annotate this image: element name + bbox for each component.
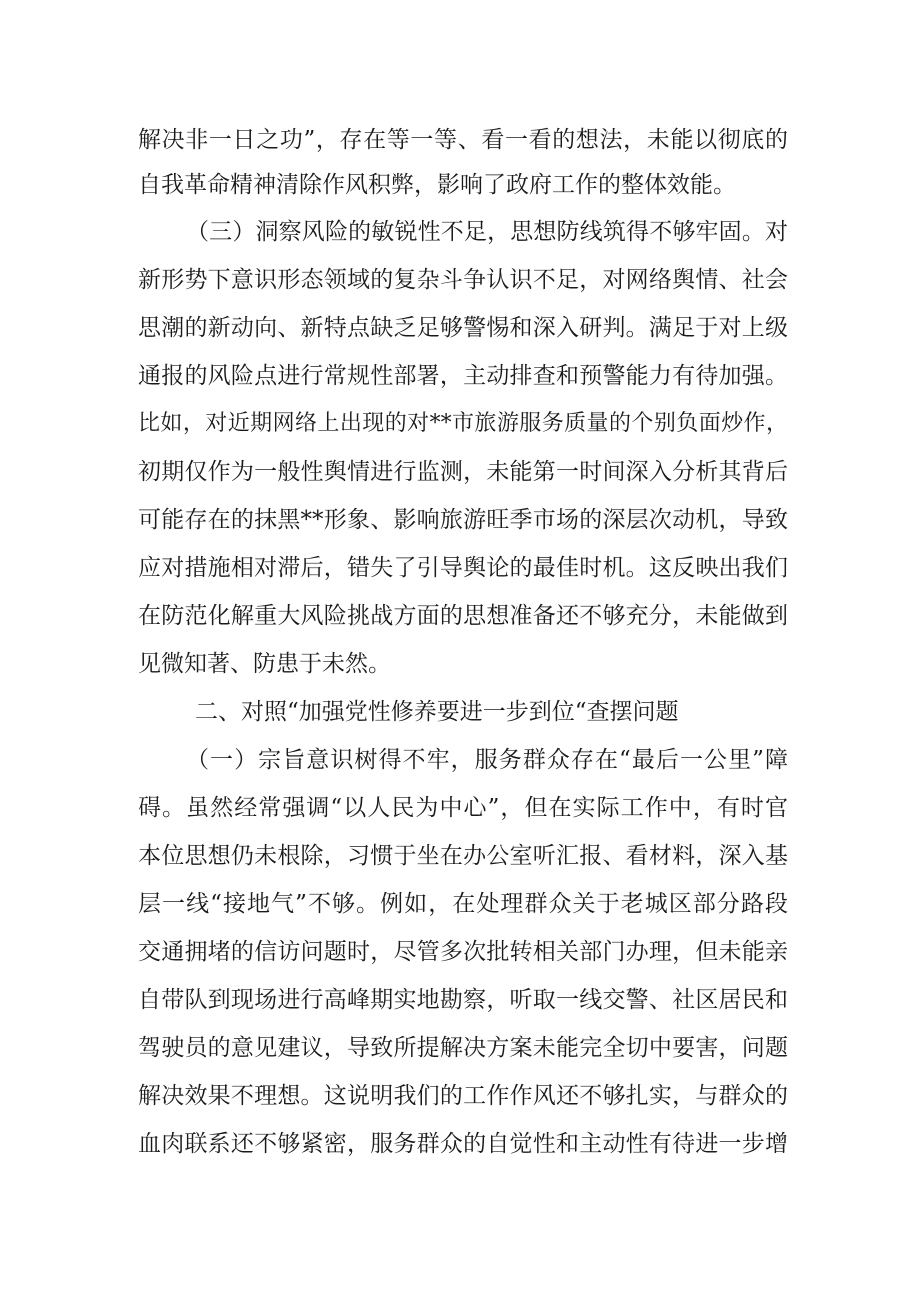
body-line: 思潮的新动向、新特点缺乏足够警惕和深入研判。满足于对上级 — [138, 315, 788, 341]
body-line: 可能存在的抹黑**形象、影响旅游旺季市场的深层次动机，导致 — [138, 507, 788, 533]
body-line: 新形势下意识形态领域的复杂斗争认识不足，对网络舆情、社会 — [138, 267, 788, 293]
body-line: 解决效果不理想。这说明我们的工作作风还不够扎实，与群众的 — [138, 1083, 788, 1109]
body-line: 在防范化解重大风险挑战方面的思想准备还不够充分，未能做到 — [138, 603, 788, 629]
body-line: 自我革命精神清除作风积弊，影响了政府工作的整体效能。 — [138, 172, 736, 198]
body-line: 碍。虽然经常强调“以人民为中心”，但在实际工作中，有时官 — [138, 795, 788, 821]
body-line: 血肉联系还不够紧密，服务群众的自觉性和主动性有待进一步增 — [138, 1131, 788, 1157]
body-line: 本位思想仍未根除，习惯于坐在办公室听汇报、看材料，深入基 — [138, 843, 788, 869]
body-line: 解决非一日之功”，存在等一等、看一看的想法，未能以彻底的 — [138, 127, 788, 153]
section-heading-2: 二、对照“加强党性修养要进一步到位“查摆问题 — [195, 699, 679, 725]
body-line: 交通拥堵的信访问题时，尽管多次批转相关部门办理，但未能亲 — [138, 939, 788, 965]
body-line: 自带队到现场进行高峰期实地勘察，听取一线交警、社区居民和 — [138, 987, 788, 1013]
body-line: 通报的风险点进行常规性部署，主动排查和预警能力有待加强。 — [138, 363, 788, 389]
body-line: 层一线“接地气”不够。例如，在处理群众关于老城区部分路段 — [138, 891, 788, 917]
body-line: 比如，对近期网络上出现的对**市旅游服务质量的个别负面炒作， — [138, 411, 788, 436]
body-line: 初期仅作为一般性舆情进行监测，未能第一时间深入分析其背后 — [138, 459, 788, 485]
subsection-heading-1-line: （一）宗旨意识树得不牢，服务群众存在“最后一公里”障 — [186, 747, 788, 773]
body-line: 驾驶员的意见建议，导致所提解决方案未能完全切中要害，问题 — [138, 1035, 788, 1061]
body-line: 应对措施相对滞后，错失了引导舆论的最佳时机。这反映出我们 — [138, 555, 788, 581]
section-heading-3-line: （三）洞察风险的敏锐性不足，思想防线筑得不够牢固。对 — [186, 219, 788, 245]
body-line: 见微知著、防患于未然。 — [138, 651, 391, 677]
